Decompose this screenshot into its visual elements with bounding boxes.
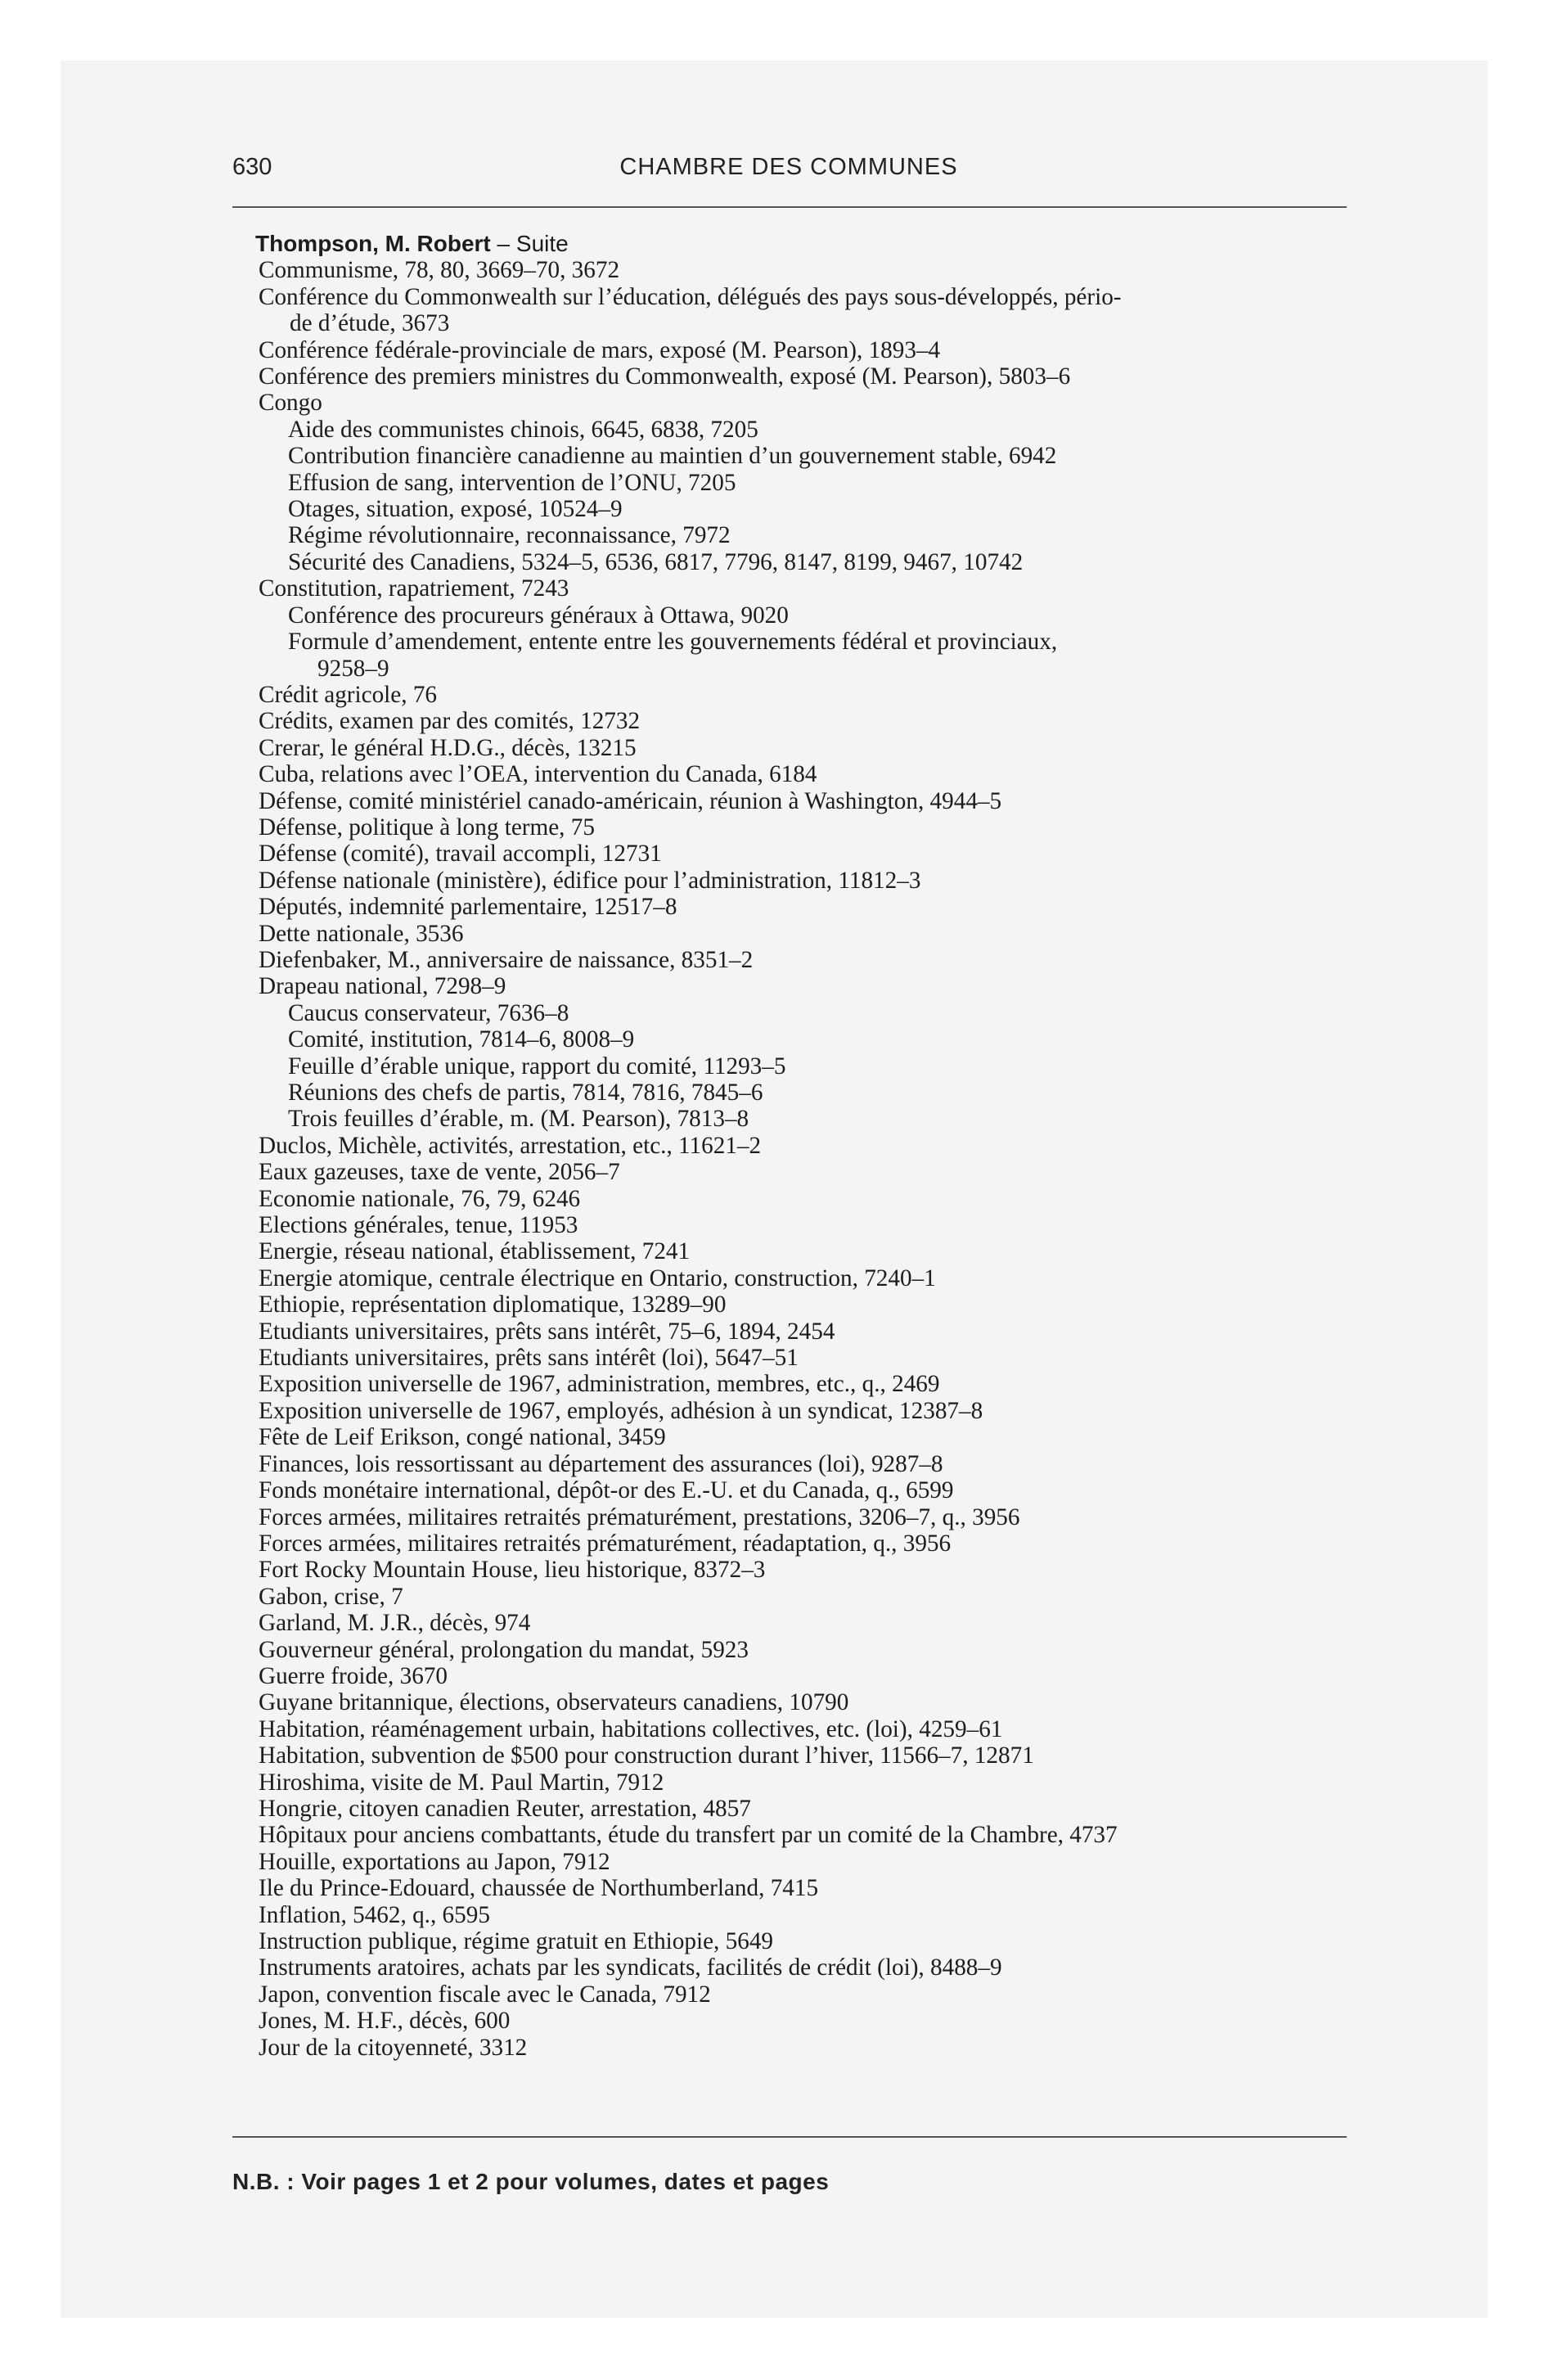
index-entry: Conférence des premiers ministres du Commonwealth, exposé (M. Pearson), 5803–6 [259,363,1071,390]
index-entry: Habitation, réaménagement urbain, habitations collectives, etc. (loi), 4259–61 [259,1715,1003,1742]
index-subentry: Otages, situation, exposé, 10524–9 [288,496,623,523]
index-entry: Défense, comité ministériel canado-américain, réunion à Washington, 4944–5 [259,787,1002,814]
index-entry: Guerre froide, 3670 [259,1662,448,1689]
index-entry: Economie nationale, 76, 79, 6246 [259,1185,581,1212]
index-entry: Etudiants universitaires, prêts sans intérêt (loi), 5647–51 [259,1345,799,1372]
index-entry: Députés, indemnité parlementaire, 12517–8 [259,894,677,921]
index-entry: Forces armées, militaires retraités prématurément, réadaptation, q., 3956 [259,1530,952,1557]
header-rule [232,206,1347,208]
index-entry: Inflation, 5462, q., 6595 [259,1901,490,1928]
index-subentry: Contribution financière canadienne au maintien d’un gouvernement stable, 6942 [288,443,1057,470]
index-subentry: Trois feuilles d’érable, m. (M. Pearson), 7813–8 [288,1106,749,1133]
index-entry: Crédit agricole, 76 [259,681,438,708]
heading-name: Thompson, M. Robert [255,231,491,256]
index-entry: Instruments aratoires, achats par les syndicats, facilités de crédit (loi), 8488–9 [259,1954,1002,1981]
index-entry: Energie, réseau national, établissement, 7241 [259,1238,691,1265]
index-entry: Instruction publique, régime gratuit en Ethiopie, 5649 [259,1928,774,1954]
index-subentry: Effusion de sang, intervention de l’ONU, 7205 [288,469,736,496]
page-number: 630 [232,154,272,180]
index-entry: Gouverneur général, prolongation du mandat, 5923 [259,1636,749,1663]
index-entry: Elections générales, tenue, 11953 [259,1212,578,1239]
index-entry: Houille, exportations au Japon, 7912 [259,1848,610,1875]
index-entry: Ethiopie, représentation diplomatique, 13289–90 [259,1291,727,1318]
index-entry: Gabon, crise, 7 [259,1583,403,1610]
footer-rule [232,2136,1347,2138]
index-entry: Garland, M. J.R., décès, 974 [259,1610,531,1637]
index-entry: Drapeau national, 7298–9 [259,973,506,1000]
index-entry: Hiroshima, visite de M. Paul Martin, 7912 [259,1769,664,1796]
index-heading [255,231,1352,257]
index-entry: Diefenbaker, M., anniversaire de naissance, 8351–2 [259,946,754,973]
running-title: CHAMBRE DES COMMUNES [619,154,958,180]
page-header [232,154,1345,192]
index-entry: Jour de la citoyenneté, 3312 [259,2034,528,2061]
index-entry: Fête de Leif Erikson, congé national, 3459 [259,1424,666,1451]
index-entry: Exposition universelle de 1967, employés, adhésion à un syndicat, 12387–8 [259,1397,983,1424]
index-entry: Hôpitaux pour anciens combattants, étude du transfert par un comité de la Chambre, 4737 [259,1822,1118,1849]
heading-suite: – Suite [490,231,569,256]
index-entry: Eaux gazeuses, taxe de vente, 2056–7 [259,1159,620,1186]
index-subentry: Comité, institution, 7814–6, 8008–9 [288,1026,635,1053]
index-entry-continuation: 9258–9 [317,655,389,682]
index-entry: Défense, politique à long terme, 75 [259,814,595,841]
index-entry: Conférence du Commonwealth sur l’éducation, délégués des pays sous-développés, pério- [259,283,1122,310]
index-entry: Japon, convention fiscale avec le Canada, 7912 [259,1981,711,2008]
index-entry: Dette nationale, 3536 [259,920,464,947]
index-entry: Hongrie, citoyen canadien Reuter, arrestation, 4857 [259,1795,751,1822]
index-entry: Constitution, rapatriement, 7243 [259,575,569,602]
index-subentry: Caucus conservateur, 7636–8 [288,999,569,1026]
index-entry: Etudiants universitaires, prêts sans intérêt, 75–6, 1894, 2454 [259,1318,835,1345]
index-entry: Cuba, relations avec l’OEA, intervention du Canada, 6184 [259,761,817,788]
index-entry: Exposition universelle de 1967, administration, membres, etc., q., 2469 [259,1371,940,1398]
index-entry: Finances, lois ressortissant au département des assurances (loi), 9287–8 [259,1450,943,1477]
index-entry: Ile du Prince-Edouard, chaussée de Northumberland, 7415 [259,1875,819,1902]
index-entry: Energie atomique, centrale électrique en Ontario, construction, 7240–1 [259,1264,936,1291]
index-entry: Communisme, 78, 80, 3669–70, 3672 [259,257,620,284]
index-subentry: Formule d’amendement, entente entre les gouvernements fédéral et provinciaux, [288,629,1058,656]
index-entry: Congo [259,390,322,417]
index-entry: Forces armées, militaires retraités prématurément, prestations, 3206–7, q., 3956 [259,1503,1020,1530]
index-entry: Guyane britannique, élections, observateurs canadiens, 10790 [259,1689,849,1716]
index-entry: Crédits, examen par des comités, 12732 [259,708,641,735]
index-entry: Habitation, subvention de $500 pour construction durant l’hiver, 11566–7, 12871 [259,1742,1034,1769]
index-entries [255,231,1352,2061]
index-subentry: Réunions des chefs de partis, 7814, 7816, 7845–6 [288,1080,763,1106]
index-entry: Fort Rocky Mountain House, lieu historique, 8372–3 [259,1557,766,1584]
index-subentry: Conférence des procureurs généraux à Ottawa, 9020 [288,602,789,629]
index-entry: Jones, M. H.F., décès, 600 [259,2008,511,2035]
index-subentry: Régime révolutionnaire, reconnaissance, 7972 [288,522,731,549]
index-entry-continuation: de d’étude, 3673 [290,310,450,337]
index-subentry: Feuille d’érable unique, rapport du comité, 11293–5 [288,1053,786,1080]
index-entry: Duclos, Michèle, activités, arrestation, etc., 11621–2 [259,1132,762,1159]
index-entry: Défense nationale (ministère), édifice pour l’administration, 11812–3 [259,867,921,894]
index-subentry: Sécurité des Canadiens, 5324–5, 6536, 6817, 7796, 8147, 8199, 9467, 10742 [288,548,1024,575]
index-entry: Défense (comité), travail accompli, 12731 [259,841,662,868]
index-entry: Fonds monétaire international, dépôt-or des E.-U. et du Canada, q., 6599 [259,1477,954,1504]
index-entry: Crerar, le général H.D.G., décès, 13215 [259,734,637,761]
footer-note: N.B. : Voir pages 1 et 2 pour volumes, dates et pages [232,2169,830,2194]
index-entry: Conférence fédérale-provinciale de mars, exposé (M. Pearson), 1893–4 [259,336,941,363]
index-subentry: Aide des communistes chinois, 6645, 6838, 7205 [288,416,758,443]
